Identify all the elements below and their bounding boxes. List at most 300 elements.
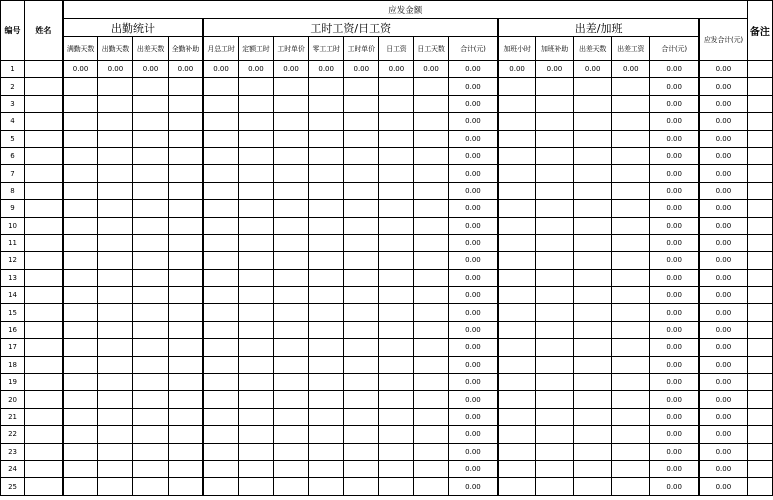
cell-wage-2[interactable] <box>273 304 308 321</box>
cell-travel-total[interactable]: 0.00 <box>650 321 699 338</box>
cell-travel-3[interactable] <box>612 130 650 147</box>
cell-travel-2[interactable] <box>574 234 612 251</box>
cell-travel-0[interactable] <box>498 269 535 286</box>
cell-wage-5[interactable] <box>379 321 414 338</box>
cell-wage-4[interactable] <box>344 443 379 460</box>
cell-attendance-3[interactable] <box>168 374 203 391</box>
cell-travel-1[interactable] <box>535 252 573 269</box>
cell-attendance-0[interactable] <box>63 408 98 425</box>
cell-travel-2[interactable] <box>574 252 612 269</box>
cell-wage-6[interactable] <box>414 339 448 356</box>
cell-wage-6[interactable] <box>414 130 448 147</box>
cell-wage-2[interactable] <box>273 443 308 460</box>
cell-wage-total[interactable]: 0.00 <box>448 147 498 164</box>
cell-travel-1[interactable]: 0.00 <box>535 61 573 78</box>
cell-travel-3[interactable] <box>612 78 650 95</box>
cell-wage-3[interactable] <box>309 391 344 408</box>
cell-wage-0[interactable] <box>203 339 238 356</box>
cell-travel-2[interactable] <box>574 147 612 164</box>
cell-wage-total[interactable]: 0.00 <box>448 443 498 460</box>
cell-wage-6[interactable] <box>414 356 448 373</box>
cell-travel-total[interactable]: 0.00 <box>650 391 699 408</box>
cell-wage-total[interactable]: 0.00 <box>448 321 498 338</box>
cell-attendance-3[interactable] <box>168 391 203 408</box>
cell-attendance-1[interactable] <box>98 391 133 408</box>
cell-remark[interactable] <box>747 200 772 217</box>
cell-travel-3[interactable] <box>612 339 650 356</box>
cell-travel-0[interactable] <box>498 165 535 182</box>
cell-no[interactable]: 2 <box>1 78 25 95</box>
cell-wage-6[interactable] <box>414 147 448 164</box>
cell-travel-total[interactable]: 0.00 <box>650 113 699 130</box>
cell-travel-1[interactable] <box>535 304 573 321</box>
cell-travel-0[interactable] <box>498 287 535 304</box>
cell-attendance-2[interactable] <box>133 443 168 460</box>
cell-payable-total[interactable]: 0.00 <box>699 478 747 495</box>
cell-wage-total[interactable]: 0.00 <box>448 200 498 217</box>
cell-attendance-3[interactable] <box>168 408 203 425</box>
cell-wage-2[interactable] <box>273 147 308 164</box>
cell-travel-total[interactable]: 0.00 <box>650 182 699 199</box>
cell-no[interactable]: 14 <box>1 287 25 304</box>
cell-travel-1[interactable] <box>535 460 573 477</box>
cell-travel-2[interactable] <box>574 408 612 425</box>
cell-wage-4[interactable] <box>344 460 379 477</box>
cell-attendance-2[interactable] <box>133 287 168 304</box>
cell-travel-3[interactable] <box>612 165 650 182</box>
cell-wage-0[interactable] <box>203 182 238 199</box>
cell-attendance-3[interactable] <box>168 234 203 251</box>
cell-payable-total[interactable]: 0.00 <box>699 374 747 391</box>
cell-wage-4[interactable] <box>344 147 379 164</box>
cell-travel-total[interactable]: 0.00 <box>650 234 699 251</box>
cell-travel-3[interactable] <box>612 252 650 269</box>
cell-attendance-3[interactable] <box>168 200 203 217</box>
cell-travel-total[interactable]: 0.00 <box>650 460 699 477</box>
cell-wage-0[interactable] <box>203 269 238 286</box>
cell-travel-0[interactable] <box>498 408 535 425</box>
cell-name[interactable] <box>25 113 63 130</box>
cell-wage-1[interactable] <box>238 426 273 443</box>
cell-travel-2[interactable] <box>574 113 612 130</box>
cell-attendance-2[interactable] <box>133 234 168 251</box>
cell-wage-1[interactable] <box>238 460 273 477</box>
cell-wage-1[interactable] <box>238 165 273 182</box>
cell-travel-0[interactable] <box>498 252 535 269</box>
cell-wage-total[interactable]: 0.00 <box>448 95 498 112</box>
cell-attendance-2[interactable] <box>133 408 168 425</box>
cell-wage-total[interactable]: 0.00 <box>448 356 498 373</box>
cell-travel-2[interactable] <box>574 269 612 286</box>
cell-attendance-3[interactable] <box>168 113 203 130</box>
cell-remark[interactable] <box>747 321 772 338</box>
cell-attendance-0[interactable] <box>63 78 98 95</box>
cell-travel-3[interactable] <box>612 95 650 112</box>
cell-travel-2[interactable] <box>574 356 612 373</box>
cell-payable-total[interactable]: 0.00 <box>699 234 747 251</box>
cell-attendance-0[interactable] <box>63 252 98 269</box>
cell-wage-5[interactable] <box>379 443 414 460</box>
cell-wage-4[interactable] <box>344 339 379 356</box>
cell-wage-1[interactable] <box>238 130 273 147</box>
cell-wage-2[interactable] <box>273 426 308 443</box>
cell-no[interactable]: 21 <box>1 408 25 425</box>
cell-travel-1[interactable] <box>535 234 573 251</box>
cell-wage-5[interactable] <box>379 426 414 443</box>
cell-attendance-1[interactable] <box>98 339 133 356</box>
cell-wage-1[interactable] <box>238 252 273 269</box>
cell-attendance-0[interactable] <box>63 426 98 443</box>
cell-travel-3[interactable] <box>612 113 650 130</box>
cell-wage-4[interactable] <box>344 374 379 391</box>
cell-name[interactable] <box>25 269 63 286</box>
cell-travel-1[interactable] <box>535 217 573 234</box>
cell-attendance-1[interactable] <box>98 147 133 164</box>
cell-wage-1[interactable] <box>238 113 273 130</box>
cell-wage-5[interactable] <box>379 356 414 373</box>
cell-attendance-2[interactable] <box>133 165 168 182</box>
cell-travel-2[interactable] <box>574 426 612 443</box>
cell-wage-total[interactable]: 0.00 <box>448 130 498 147</box>
cell-travel-3[interactable] <box>612 287 650 304</box>
cell-attendance-2[interactable] <box>133 147 168 164</box>
cell-travel-1[interactable] <box>535 374 573 391</box>
cell-travel-2[interactable] <box>574 443 612 460</box>
cell-travel-1[interactable] <box>535 78 573 95</box>
cell-wage-2[interactable] <box>273 321 308 338</box>
cell-wage-1[interactable] <box>238 391 273 408</box>
cell-attendance-0[interactable] <box>63 165 98 182</box>
cell-wage-6[interactable] <box>414 374 448 391</box>
cell-payable-total[interactable]: 0.00 <box>699 443 747 460</box>
cell-wage-1[interactable] <box>238 339 273 356</box>
cell-attendance-3[interactable] <box>168 287 203 304</box>
cell-attendance-2[interactable] <box>133 252 168 269</box>
cell-attendance-2[interactable] <box>133 217 168 234</box>
cell-wage-4[interactable] <box>344 426 379 443</box>
cell-no[interactable]: 19 <box>1 374 25 391</box>
cell-payable-total[interactable]: 0.00 <box>699 78 747 95</box>
cell-name[interactable] <box>25 130 63 147</box>
cell-travel-1[interactable] <box>535 95 573 112</box>
cell-no[interactable]: 17 <box>1 339 25 356</box>
cell-no[interactable]: 12 <box>1 252 25 269</box>
cell-remark[interactable] <box>747 460 772 477</box>
cell-attendance-3[interactable] <box>168 217 203 234</box>
cell-travel-1[interactable] <box>535 478 573 495</box>
cell-no[interactable]: 24 <box>1 460 25 477</box>
cell-wage-3[interactable] <box>309 95 344 112</box>
cell-wage-total[interactable]: 0.00 <box>448 113 498 130</box>
cell-wage-3[interactable] <box>309 339 344 356</box>
cell-wage-1[interactable] <box>238 200 273 217</box>
cell-attendance-1[interactable] <box>98 408 133 425</box>
cell-wage-1[interactable] <box>238 478 273 495</box>
cell-wage-6[interactable] <box>414 304 448 321</box>
cell-wage-5[interactable] <box>379 391 414 408</box>
cell-travel-0[interactable] <box>498 113 535 130</box>
cell-attendance-0[interactable] <box>63 200 98 217</box>
cell-attendance-0[interactable] <box>63 130 98 147</box>
cell-name[interactable] <box>25 217 63 234</box>
cell-wage-6[interactable] <box>414 217 448 234</box>
cell-remark[interactable] <box>747 130 772 147</box>
cell-name[interactable] <box>25 391 63 408</box>
cell-travel-total[interactable]: 0.00 <box>650 217 699 234</box>
cell-attendance-1[interactable] <box>98 304 133 321</box>
cell-travel-3[interactable] <box>612 460 650 477</box>
cell-name[interactable] <box>25 478 63 495</box>
cell-wage-6[interactable]: 0.00 <box>414 61 448 78</box>
cell-no[interactable]: 6 <box>1 147 25 164</box>
cell-attendance-1[interactable] <box>98 356 133 373</box>
cell-attendance-2[interactable] <box>133 200 168 217</box>
cell-wage-3[interactable] <box>309 374 344 391</box>
cell-attendance-0[interactable] <box>63 374 98 391</box>
cell-wage-5[interactable] <box>379 217 414 234</box>
cell-no[interactable]: 23 <box>1 443 25 460</box>
cell-attendance-0[interactable] <box>63 113 98 130</box>
cell-travel-0[interactable] <box>498 391 535 408</box>
cell-wage-4[interactable] <box>344 165 379 182</box>
cell-wage-total[interactable]: 0.00 <box>448 460 498 477</box>
cell-wage-3[interactable] <box>309 217 344 234</box>
cell-travel-0[interactable] <box>498 460 535 477</box>
cell-attendance-2[interactable] <box>133 182 168 199</box>
cell-attendance-1[interactable] <box>98 234 133 251</box>
cell-travel-2[interactable] <box>574 217 612 234</box>
cell-attendance-2[interactable] <box>133 391 168 408</box>
cell-wage-3[interactable] <box>309 165 344 182</box>
cell-wage-3[interactable] <box>309 78 344 95</box>
cell-travel-total[interactable]: 0.00 <box>650 408 699 425</box>
cell-travel-0[interactable] <box>498 478 535 495</box>
cell-travel-2[interactable] <box>574 374 612 391</box>
cell-payable-total[interactable]: 0.00 <box>699 217 747 234</box>
cell-travel-3[interactable] <box>612 391 650 408</box>
cell-attendance-3[interactable] <box>168 95 203 112</box>
cell-travel-0[interactable] <box>498 95 535 112</box>
cell-wage-5[interactable] <box>379 165 414 182</box>
cell-attendance-1[interactable] <box>98 78 133 95</box>
cell-travel-0[interactable] <box>498 234 535 251</box>
cell-wage-4[interactable] <box>344 182 379 199</box>
cell-no[interactable]: 22 <box>1 426 25 443</box>
cell-name[interactable] <box>25 321 63 338</box>
cell-no[interactable]: 25 <box>1 478 25 495</box>
cell-wage-0[interactable] <box>203 321 238 338</box>
cell-wage-6[interactable] <box>414 182 448 199</box>
cell-wage-2[interactable] <box>273 78 308 95</box>
cell-wage-3[interactable] <box>309 200 344 217</box>
cell-attendance-2[interactable] <box>133 95 168 112</box>
cell-wage-5[interactable] <box>379 374 414 391</box>
cell-attendance-2[interactable] <box>133 478 168 495</box>
cell-wage-3[interactable] <box>309 408 344 425</box>
cell-wage-total[interactable]: 0.00 <box>448 391 498 408</box>
cell-wage-4[interactable] <box>344 130 379 147</box>
cell-attendance-1[interactable] <box>98 252 133 269</box>
cell-attendance-0[interactable] <box>63 147 98 164</box>
cell-travel-1[interactable] <box>535 443 573 460</box>
cell-wage-3[interactable]: 0.00 <box>309 61 344 78</box>
cell-attendance-2[interactable] <box>133 130 168 147</box>
cell-travel-0[interactable] <box>498 147 535 164</box>
cell-travel-2[interactable] <box>574 78 612 95</box>
cell-wage-4[interactable]: 0.00 <box>344 61 379 78</box>
cell-travel-2[interactable] <box>574 478 612 495</box>
cell-travel-0[interactable] <box>498 356 535 373</box>
cell-wage-5[interactable] <box>379 339 414 356</box>
cell-wage-3[interactable] <box>309 113 344 130</box>
cell-travel-1[interactable] <box>535 200 573 217</box>
cell-attendance-0[interactable] <box>63 95 98 112</box>
cell-wage-0[interactable] <box>203 426 238 443</box>
cell-wage-1[interactable] <box>238 147 273 164</box>
cell-travel-3[interactable] <box>612 408 650 425</box>
cell-wage-2[interactable] <box>273 287 308 304</box>
cell-wage-0[interactable] <box>203 200 238 217</box>
cell-attendance-0[interactable] <box>63 460 98 477</box>
cell-attendance-0[interactable] <box>63 356 98 373</box>
cell-attendance-0[interactable] <box>63 217 98 234</box>
cell-attendance-1[interactable] <box>98 443 133 460</box>
cell-travel-3[interactable] <box>612 147 650 164</box>
cell-name[interactable] <box>25 339 63 356</box>
cell-remark[interactable] <box>747 182 772 199</box>
cell-attendance-3[interactable] <box>168 304 203 321</box>
cell-wage-2[interactable] <box>273 374 308 391</box>
cell-payable-total[interactable]: 0.00 <box>699 95 747 112</box>
cell-wage-6[interactable] <box>414 113 448 130</box>
cell-remark[interactable] <box>747 217 772 234</box>
cell-no[interactable]: 4 <box>1 113 25 130</box>
cell-attendance-2[interactable]: 0.00 <box>133 61 168 78</box>
cell-wage-4[interactable] <box>344 78 379 95</box>
cell-wage-4[interactable] <box>344 356 379 373</box>
cell-attendance-0[interactable]: 0.00 <box>63 61 98 78</box>
cell-attendance-0[interactable] <box>63 269 98 286</box>
cell-travel-0[interactable] <box>498 78 535 95</box>
cell-wage-2[interactable]: 0.00 <box>273 61 308 78</box>
cell-travel-0[interactable] <box>498 217 535 234</box>
cell-travel-1[interactable] <box>535 391 573 408</box>
cell-attendance-1[interactable] <box>98 269 133 286</box>
cell-wage-4[interactable] <box>344 287 379 304</box>
cell-travel-3[interactable] <box>612 217 650 234</box>
cell-name[interactable] <box>25 147 63 164</box>
cell-wage-3[interactable] <box>309 234 344 251</box>
cell-attendance-0[interactable] <box>63 304 98 321</box>
cell-no[interactable]: 3 <box>1 95 25 112</box>
cell-travel-0[interactable] <box>498 321 535 338</box>
cell-wage-total[interactable]: 0.00 <box>448 165 498 182</box>
cell-travel-total[interactable]: 0.00 <box>650 374 699 391</box>
cell-travel-total[interactable]: 0.00 <box>650 356 699 373</box>
cell-travel-3[interactable] <box>612 356 650 373</box>
cell-travel-2[interactable] <box>574 130 612 147</box>
cell-attendance-3[interactable] <box>168 460 203 477</box>
cell-wage-3[interactable] <box>309 252 344 269</box>
cell-remark[interactable] <box>747 356 772 373</box>
cell-remark[interactable] <box>747 61 772 78</box>
cell-name[interactable] <box>25 200 63 217</box>
cell-wage-0[interactable] <box>203 374 238 391</box>
cell-wage-4[interactable] <box>344 234 379 251</box>
cell-travel-1[interactable] <box>535 182 573 199</box>
cell-attendance-1[interactable] <box>98 460 133 477</box>
cell-wage-6[interactable] <box>414 234 448 251</box>
cell-remark[interactable] <box>747 374 772 391</box>
cell-payable-total[interactable]: 0.00 <box>699 200 747 217</box>
cell-remark[interactable] <box>747 408 772 425</box>
cell-wage-1[interactable] <box>238 321 273 338</box>
cell-wage-4[interactable] <box>344 478 379 495</box>
cell-travel-3[interactable]: 0.00 <box>612 61 650 78</box>
cell-travel-total[interactable]: 0.00 <box>650 78 699 95</box>
cell-remark[interactable] <box>747 339 772 356</box>
cell-no[interactable]: 7 <box>1 165 25 182</box>
cell-wage-total[interactable]: 0.00 <box>448 217 498 234</box>
cell-attendance-3[interactable] <box>168 147 203 164</box>
cell-travel-0[interactable] <box>498 426 535 443</box>
cell-attendance-2[interactable] <box>133 78 168 95</box>
cell-remark[interactable] <box>747 304 772 321</box>
cell-wage-3[interactable] <box>309 443 344 460</box>
cell-wage-5[interactable] <box>379 287 414 304</box>
cell-attendance-2[interactable] <box>133 304 168 321</box>
cell-wage-4[interactable] <box>344 391 379 408</box>
cell-wage-total[interactable]: 0.00 <box>448 426 498 443</box>
cell-wage-5[interactable]: 0.00 <box>379 61 414 78</box>
cell-wage-4[interactable] <box>344 95 379 112</box>
cell-travel-3[interactable] <box>612 200 650 217</box>
cell-wage-1[interactable] <box>238 182 273 199</box>
cell-travel-total[interactable]: 0.00 <box>650 339 699 356</box>
cell-wage-3[interactable] <box>309 304 344 321</box>
cell-attendance-3[interactable] <box>168 478 203 495</box>
cell-no[interactable]: 1 <box>1 61 25 78</box>
cell-wage-6[interactable] <box>414 252 448 269</box>
cell-travel-2[interactable] <box>574 200 612 217</box>
cell-wage-2[interactable] <box>273 252 308 269</box>
cell-wage-total[interactable]: 0.00 <box>448 234 498 251</box>
cell-wage-total[interactable]: 0.00 <box>448 287 498 304</box>
cell-remark[interactable] <box>747 165 772 182</box>
cell-attendance-3[interactable] <box>168 130 203 147</box>
cell-attendance-3[interactable] <box>168 78 203 95</box>
cell-travel-0[interactable]: 0.00 <box>498 61 535 78</box>
cell-wage-2[interactable] <box>273 408 308 425</box>
cell-wage-6[interactable] <box>414 321 448 338</box>
cell-wage-2[interactable] <box>273 269 308 286</box>
cell-wage-0[interactable] <box>203 252 238 269</box>
cell-travel-0[interactable] <box>498 443 535 460</box>
cell-wage-1[interactable] <box>238 304 273 321</box>
cell-name[interactable] <box>25 443 63 460</box>
cell-wage-0[interactable] <box>203 408 238 425</box>
cell-attendance-1[interactable] <box>98 374 133 391</box>
cell-payable-total[interactable]: 0.00 <box>699 339 747 356</box>
cell-payable-total[interactable]: 0.00 <box>699 304 747 321</box>
cell-travel-1[interactable] <box>535 356 573 373</box>
cell-remark[interactable] <box>747 95 772 112</box>
cell-wage-1[interactable] <box>238 78 273 95</box>
cell-wage-2[interactable] <box>273 356 308 373</box>
cell-remark[interactable] <box>747 113 772 130</box>
cell-name[interactable] <box>25 61 63 78</box>
cell-attendance-3[interactable] <box>168 269 203 286</box>
